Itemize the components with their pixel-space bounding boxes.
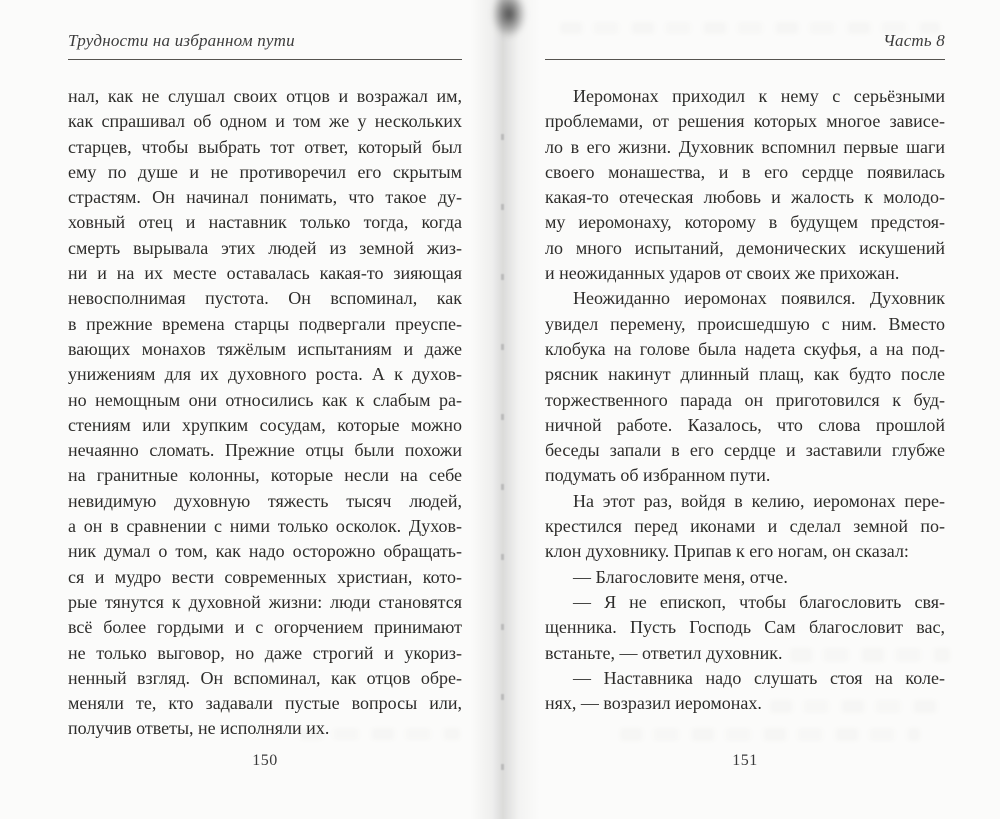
- text-line: торжественного парада он приготовился к буд-: [545, 389, 945, 410]
- text-line: рясник накинут длинный плащ, как будто после: [545, 364, 945, 385]
- text-line: смерть вырывала этих людей из земной жиз-: [68, 237, 462, 258]
- text-line: как спрашивал об одном и том же у нескольких: [68, 111, 462, 132]
- page-number-right: 151: [732, 752, 758, 769]
- text-line: невосполнимая пустота. Он вспоминал, как: [68, 288, 462, 309]
- header-rule-right: [545, 59, 945, 60]
- text-line: меняли те, кто задавали пустые вопросы или,: [68, 693, 462, 714]
- text-line: ничной работе. Казалось, что слова прошлой: [545, 414, 945, 435]
- text-line: не только выговор, но даже строгий и укориз-: [68, 642, 462, 663]
- text-line: На этот раз, войдя в келию, иеромонах пере-: [573, 490, 945, 511]
- gutter-shadow: [470, 0, 540, 819]
- text-line: проблемами, от решения которых многое зависе-: [545, 111, 945, 132]
- text-line: ни и на их месте оставалась какая-то зияющая: [68, 263, 462, 284]
- text-line: невидимую духовную тяжесть тысяч людей,: [68, 490, 462, 511]
- text-line: своего монашества, и в его сердце появилась: [545, 161, 945, 182]
- text-line: крестился перед иконами и сделал земной по-: [545, 516, 945, 537]
- text-line: увидел перемену, происшедшую с ним. Вместо: [545, 313, 945, 334]
- text-line: Неожиданно иеромонах появился. Духовник: [573, 288, 945, 309]
- text-line: — Благословите меня, отче.: [573, 566, 788, 587]
- text-line: всё более гордыми и с огорчением принимают: [68, 617, 462, 638]
- text-line: клобука на голове была надета скуфья, а на под-: [545, 338, 945, 359]
- paragraph: [545, 590, 945, 666]
- running-header-left: Трудности на избранном пути: [68, 31, 295, 50]
- text-line: подумать об избранном пути.: [545, 465, 771, 486]
- text-line: ся и мудро вести современных христиан, кото-: [68, 566, 462, 587]
- text-line: — Я не епископ, чтобы благословить свя-: [573, 591, 945, 612]
- text-line: унижениям для их духовного роста. А к духов-: [68, 364, 462, 385]
- text-line: нал, как не слушал своих отцов и возражал им,: [68, 86, 462, 106]
- text-line: ник думал о том, как надо осторожно обращать-: [68, 541, 462, 562]
- text-line: беседы запали в его сердце и заставили глубже: [545, 440, 945, 461]
- text-line: ховный отец и наставник только тогда, когда: [68, 212, 462, 233]
- text-line: а он в сравнении с ними только осколок. Духов-: [68, 516, 462, 537]
- text-line: и неожиданных ударов от своих же прихожан.: [545, 263, 900, 284]
- text-line: щенника. Пусть Господь Сам благословит вас,: [545, 617, 945, 638]
- paragraph: [545, 286, 945, 488]
- running-header-right: Часть 8: [883, 31, 945, 50]
- binding-crease: [501, 70, 504, 790]
- header-rule-left: [68, 59, 462, 60]
- page-number-left: 150: [252, 752, 278, 769]
- text-line: встаньте, — ответил духовник.: [545, 642, 783, 663]
- paragraph: [545, 489, 945, 565]
- text-line: ему по душе и не противоречил его скрытым: [68, 161, 462, 182]
- text-line: ло много испытаний, демонических искушений: [545, 237, 945, 258]
- text-line: вающих монахов тяжёлым испытаниям и даже: [68, 338, 462, 359]
- text-line: но немощным они относились как к слабым ра-: [68, 389, 462, 410]
- right-page-body: [545, 84, 945, 716]
- text-line: страстям. Он начинал понимать, что такое ду-: [68, 187, 462, 208]
- text-line: ненный взгляд. Он вспоминал, как отцов обре-: [68, 667, 462, 688]
- left-page-body: [68, 84, 462, 742]
- spine-top-shadow: [486, 0, 532, 46]
- right-page: [545, 30, 945, 790]
- paragraph: [545, 666, 945, 717]
- text-line: в прежние времена старцы подвергали преуспе-: [68, 313, 462, 334]
- text-line: — Наставника надо слушать стоя на коле-: [573, 667, 945, 688]
- text-line: стениям или хрупким сосудам, которые можно: [68, 414, 462, 435]
- text-line: рые тянутся к духовной жизни: люди становятся: [68, 591, 462, 612]
- text-line: Иеромонах приходил к нему с серьёзными: [573, 86, 945, 106]
- text-line: какая-то отеческая любовь и жалость к молодо-: [545, 187, 945, 208]
- text-line: на гранитные колонны, которые несли на себе: [68, 465, 462, 486]
- paragraph: [545, 565, 945, 590]
- paragraph: [545, 84, 945, 286]
- text-line: ло в его жизни. Духовник вспомнил первые шаги: [545, 136, 945, 157]
- text-line: клон духовнику. Припав к его ногам, он сказал:: [545, 541, 909, 562]
- text-line: му иеромонаху, которому в будущем предстоя-: [545, 212, 945, 233]
- text-line: нечаянно сломать. Прежние отцы были похожи: [68, 440, 462, 461]
- paragraph: [68, 84, 462, 742]
- text-line: получив ответы, не исполняли их.: [68, 718, 330, 739]
- text-line: старцев, чтобы выбрать тот ответ, который был: [68, 136, 462, 157]
- left-page: [68, 30, 462, 790]
- text-line: нях, — возразил иеромонах.: [545, 693, 762, 714]
